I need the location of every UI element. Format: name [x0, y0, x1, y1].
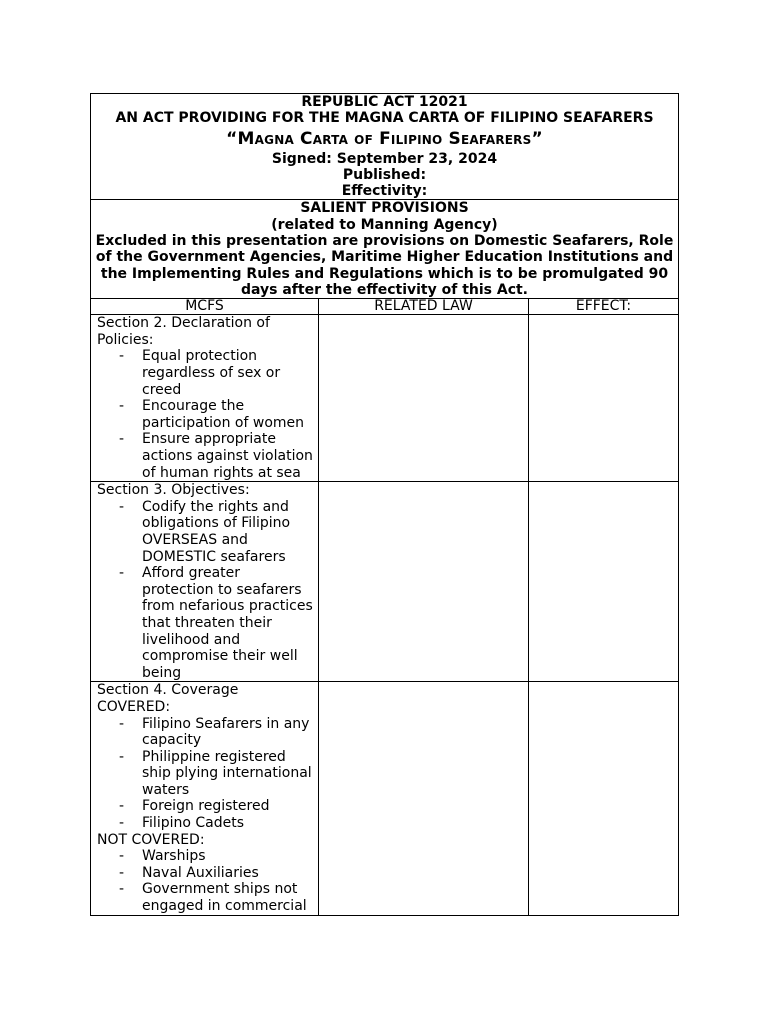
effect-cell — [529, 315, 679, 482]
list-item: - Codify the rights and obligations of Filipino OVERSEAS and DOMESTIC seafarers — [97, 499, 314, 565]
column-header-effect: EFFECT: — [529, 299, 679, 315]
bullet-list — [97, 499, 314, 682]
list-item: - Warships — [97, 848, 314, 865]
section-title: Section 2. Declaration of Policies: — [97, 315, 270, 348]
list-item: - Naval Auxiliaries — [97, 865, 314, 882]
related-law-cell — [319, 482, 529, 682]
table-row — [91, 315, 679, 482]
related-law-cell — [319, 315, 529, 482]
mcfs-cell — [91, 315, 319, 482]
mcfs-cell — [91, 482, 319, 682]
list-item: - Philippine registered ship plying international waters — [97, 749, 314, 799]
column-header-mcfs: MCFS — [91, 299, 319, 315]
list-item: - Equal protection regardless of sex or creed — [97, 348, 314, 398]
not-covered-list — [97, 848, 314, 914]
act-title: AN ACT PROVIDING FOR THE MAGNA CARTA OF FILIPINO SEAFARERS — [115, 110, 654, 127]
provisions-subheading: (related to Manning Agency) — [271, 216, 498, 233]
salient-provisions — [91, 200, 679, 299]
list-item: - Afford greater protection to seafarers from nefarious practices that threaten their livelihood and compromise their well being — [97, 565, 314, 681]
not-covered-label: NOT COVERED: — [97, 831, 205, 848]
effect-cell — [529, 682, 679, 915]
bullet-list — [97, 348, 314, 481]
act-number: REPUBLIC ACT 12021 — [301, 94, 468, 110]
act-header — [91, 94, 679, 200]
effect-cell — [529, 482, 679, 682]
provisions-heading: SALIENT PROVISIONS — [300, 200, 469, 217]
list-item: - Filipino Cadets — [97, 815, 314, 832]
short-title: “Magna Carta of Filipino Seafarers” — [226, 128, 543, 149]
list-item: - Government ships not engaged in commercial — [97, 881, 314, 914]
section-title: Section 4. Coverage — [97, 682, 239, 699]
list-item: - Encourage the participation of women — [97, 398, 314, 431]
published-date: Published: — [342, 166, 427, 183]
list-item: - Ensure appropriate actions against violation of human rights at sea — [97, 431, 314, 481]
effectivity-date: Effectivity: — [341, 183, 428, 200]
covered-list — [97, 716, 314, 832]
list-item: - Filipino Seafarers in any capacity — [97, 716, 314, 749]
column-header-related-law: RELATED LAW — [319, 299, 529, 315]
related-law-cell — [319, 682, 529, 915]
signed-date: Signed: September 23, 2024 — [271, 150, 498, 167]
section-title: Section 3. Objectives: — [97, 482, 250, 499]
table-row — [91, 482, 679, 682]
provisions-note: Excluded in this presentation are provisions on Domestic Seafarers, Role of the Government Agencies, Maritime Higher Education Institutions and the Implementing Rules and Regulations which is to be promulgated 90 days after the effectivity of this Act. — [95, 233, 674, 298]
list-item: - Foreign registered — [97, 798, 314, 815]
provisions-table — [90, 93, 679, 916]
table-row — [91, 682, 679, 915]
mcfs-cell — [91, 682, 319, 915]
covered-label: COVERED: — [97, 698, 171, 715]
